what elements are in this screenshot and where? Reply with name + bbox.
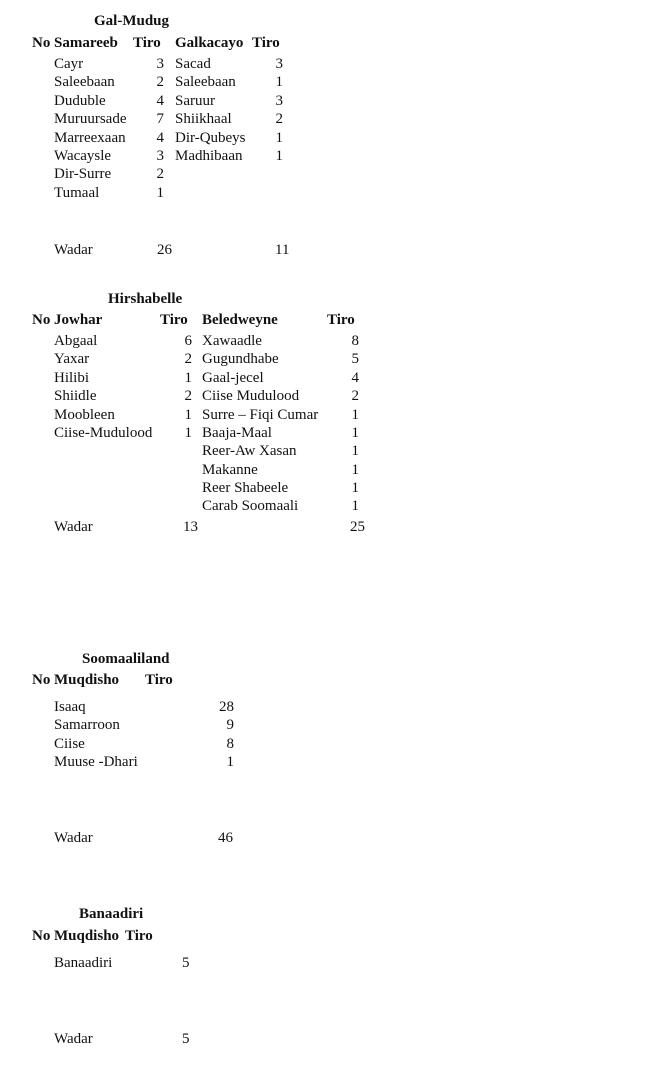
table-row-count: 5 bbox=[182, 955, 190, 971]
table-row-count: 1 bbox=[184, 425, 192, 441]
total-value: 26 bbox=[157, 242, 172, 258]
section-title: Banaadiri bbox=[79, 906, 144, 922]
table-row-name: Ciise-Mudulood bbox=[54, 425, 153, 441]
total-value: 46 bbox=[218, 830, 233, 846]
table-row-count: 1 bbox=[184, 407, 192, 423]
table-row-name: Madhibaan bbox=[175, 148, 243, 164]
table-row-name: Baaja-Maal bbox=[202, 425, 272, 441]
table-row-count: 3 bbox=[275, 93, 283, 109]
table-row-count: 7 bbox=[156, 111, 164, 127]
header-tiro1: Tiro bbox=[133, 35, 161, 51]
table-row-count: 1 bbox=[156, 185, 164, 201]
table-row-count: 2 bbox=[351, 388, 359, 404]
table-row-name: Yaxar bbox=[54, 351, 90, 367]
table-row-name: Abgaal bbox=[54, 333, 98, 349]
total-label: Wadar bbox=[54, 1031, 93, 1047]
table-row-name: Ciise bbox=[54, 736, 85, 752]
total-label: Wadar bbox=[54, 242, 93, 258]
table-row-name: Shiidle bbox=[54, 388, 97, 404]
table-row-name: Gugundhabe bbox=[202, 351, 279, 367]
table-row-name: Shiikhaal bbox=[175, 111, 232, 127]
table-row-name: Muuse -Dhari bbox=[54, 754, 138, 770]
table-row-count: 4 bbox=[156, 130, 164, 146]
table-row-count: 3 bbox=[275, 56, 283, 72]
table-row-count: 2 bbox=[275, 111, 283, 127]
table-row-name: Cayr bbox=[54, 56, 84, 72]
header-no: No bbox=[32, 928, 51, 944]
section-title: Hirshabelle bbox=[108, 291, 183, 307]
table-row-name: Reer-Aw Xasan bbox=[202, 443, 297, 459]
table-row-count: 1 bbox=[351, 462, 359, 478]
table-row-name: Carab Soomaali bbox=[202, 498, 299, 514]
header-tiro2: Tiro bbox=[327, 312, 355, 328]
table-row-name: Saruur bbox=[175, 93, 215, 109]
table-row-count: 1 bbox=[275, 74, 283, 90]
table-row-count: 3 bbox=[156, 148, 164, 164]
total-value: 11 bbox=[275, 242, 290, 258]
table-row-count: 2 bbox=[156, 74, 164, 90]
table-row-count: 6 bbox=[184, 333, 192, 349]
table-row-name: Makanne bbox=[202, 462, 258, 478]
header-col2: Beledweyne bbox=[202, 312, 278, 328]
section-title: Gal-Mudug bbox=[94, 13, 170, 29]
total-value: 13 bbox=[183, 519, 198, 535]
header-col1: Jowhar bbox=[54, 312, 103, 328]
table-row-name: Marreexaan bbox=[54, 130, 126, 146]
table-row-count: 1 bbox=[275, 148, 283, 164]
table-row-count: 1 bbox=[275, 130, 283, 146]
table-row-count: 1 bbox=[351, 407, 359, 423]
table-row-name: Hilibi bbox=[54, 370, 90, 386]
table-row-count: 4 bbox=[156, 93, 164, 109]
table-row-count: 5 bbox=[351, 351, 359, 367]
header-col1: Muqdisho bbox=[54, 672, 120, 688]
table-row-name: Moobleen bbox=[54, 407, 115, 423]
table-row-name: Ciise Mudulood bbox=[202, 388, 300, 404]
table-row-name: Tumaal bbox=[54, 185, 100, 201]
header-tiro1: Tiro bbox=[160, 312, 188, 328]
table-row-name: Saleebaan bbox=[175, 74, 236, 90]
table-row-name: Dir-Qubeys bbox=[175, 130, 246, 146]
table-row-count: 1 bbox=[351, 425, 359, 441]
header-col1: Muqdisho bbox=[54, 928, 120, 944]
table-row-name: Reer Shabeele bbox=[202, 480, 289, 496]
table-row-name: Isaaq bbox=[54, 699, 86, 715]
table-row-count: 8 bbox=[226, 736, 234, 752]
table-row-count: 2 bbox=[156, 166, 164, 182]
header-tiro1: Tiro bbox=[125, 928, 153, 944]
table-row-count: 8 bbox=[351, 333, 359, 349]
header-col1: Samareeb bbox=[54, 35, 118, 51]
table-row-count: 9 bbox=[226, 717, 234, 733]
table-row-count: 1 bbox=[351, 498, 359, 514]
table-row-name: Sacad bbox=[175, 56, 211, 72]
table-row-name: Saleebaan bbox=[54, 74, 115, 90]
table-row-count: 2 bbox=[184, 351, 192, 367]
header-no: No bbox=[32, 672, 51, 688]
table-row-name: Surre – Fiqi Cumar bbox=[202, 407, 319, 423]
table-row-name: Dir-Surre bbox=[54, 166, 112, 182]
header-tiro1: Tiro bbox=[145, 672, 173, 688]
table-row-count: 3 bbox=[156, 56, 164, 72]
table-row-name: Gaal-jecel bbox=[202, 370, 264, 386]
header-no: No bbox=[32, 312, 51, 328]
table-row-count: 4 bbox=[351, 370, 359, 386]
table-row-count: 1 bbox=[351, 443, 359, 459]
table-row-name: Muruursade bbox=[54, 111, 127, 127]
total-label: Wadar bbox=[54, 830, 93, 846]
total-value: 25 bbox=[350, 519, 365, 535]
total-label: Wadar bbox=[54, 519, 93, 535]
table-row-count: 2 bbox=[184, 388, 192, 404]
table-row-count: 1 bbox=[184, 370, 192, 386]
section-title: Soomaaliland bbox=[82, 651, 170, 667]
header-no: No bbox=[32, 35, 51, 51]
total-value: 5 bbox=[182, 1031, 190, 1047]
header-col2: Galkacayo bbox=[175, 35, 244, 51]
table-row-count: 1 bbox=[351, 480, 359, 496]
table-row-name: Xawaadle bbox=[202, 333, 262, 349]
table-row-name: Samarroon bbox=[54, 717, 120, 733]
table-row-name: Banaadiri bbox=[54, 955, 113, 971]
table-row-count: 28 bbox=[219, 699, 234, 715]
table-row-count: 1 bbox=[226, 754, 234, 770]
header-tiro2: Tiro bbox=[252, 35, 280, 51]
table-row-name: Duduble bbox=[54, 93, 106, 109]
table-row-name: Wacaysle bbox=[54, 148, 112, 164]
